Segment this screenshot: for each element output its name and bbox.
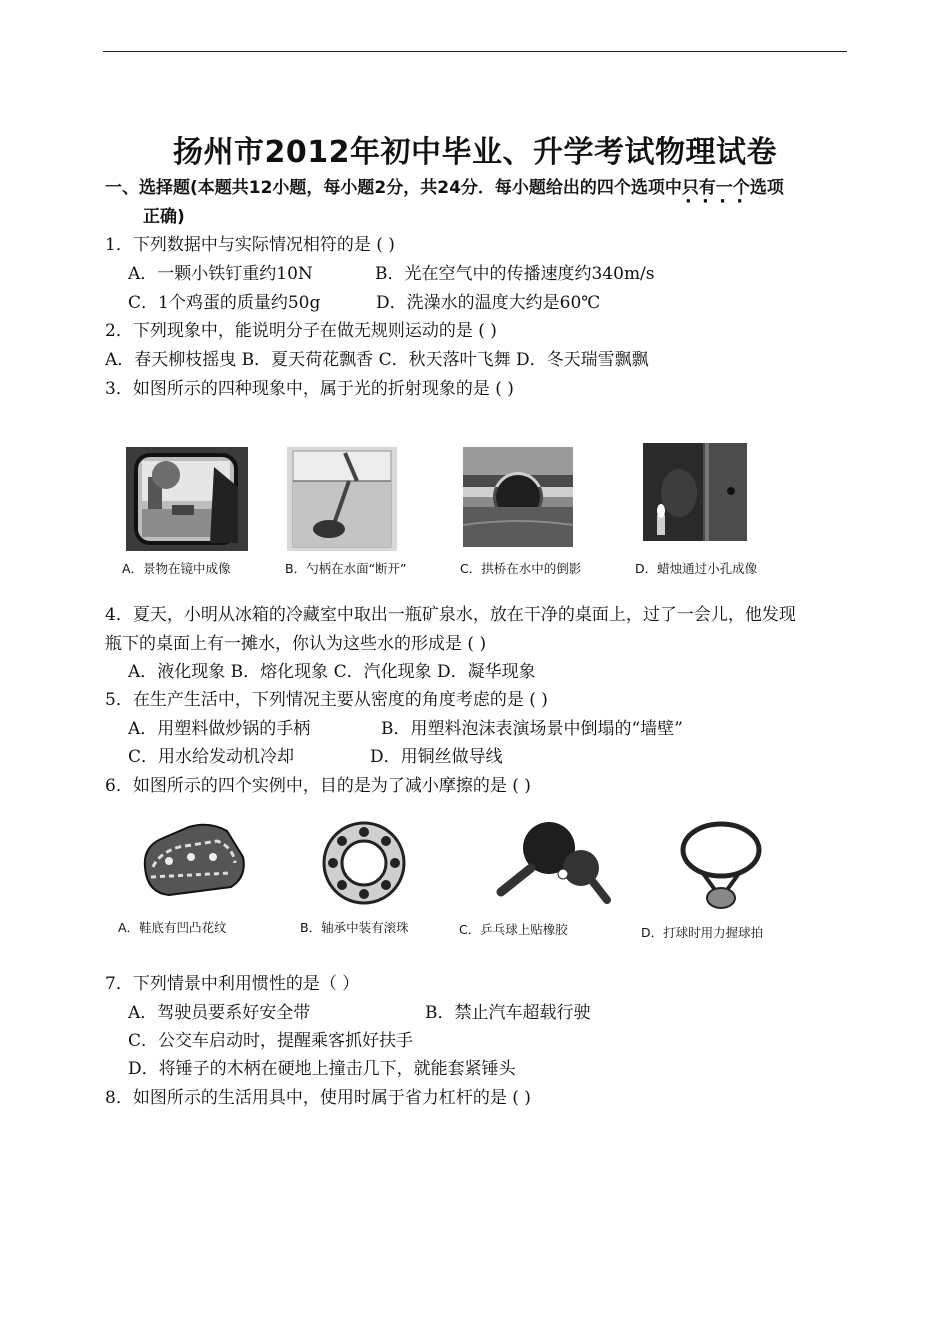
- emphasis-text: 只有一个 · ·: [682, 178, 750, 198]
- question-5-stem: 5．在生产生活中，下列情况主要从密度的角度考虑的是 ( ): [105, 690, 548, 710]
- question-1-option-c: C．1个鸡蛋的质量约50g: [128, 293, 321, 313]
- figure-caption-a: A．景物在镜中成像: [122, 561, 231, 576]
- question-5-option-c: C．用水给发动机冷却: [128, 747, 295, 767]
- question-7-option-c: C．公交车启动时，提醒乘客抓好扶手: [128, 1031, 414, 1051]
- section-heading-text: 一、选择题(本题共12小题，每小题2分，共24分．每小题给出的四个选项中: [105, 178, 682, 198]
- question-2-stem: 2．下列现象中，能说明分子在做无规则运动的是 ( ): [105, 321, 497, 341]
- question-4-stem-line2: 瓶下的桌面上有一摊水，你认为这些水的形成是 ( ): [105, 634, 487, 654]
- question-1-option-d: D．洗澡水的温度大约是60℃: [376, 293, 601, 313]
- question-1-stem: 1．下列数据中与实际情况相符的是 ( ): [105, 235, 395, 255]
- figure-caption-racket: D．打球时用力握球拍: [641, 925, 764, 940]
- question-7-option-d: D．将锤子的木柄在硬地上撞击几下，就能套紧锤头: [128, 1059, 516, 1079]
- figure-caption-shoe: A．鞋底有凹凸花纹: [118, 920, 227, 935]
- question-7-option-a: A．驾驶员要系好安全带: [128, 1003, 311, 1023]
- figure-bearing: [321, 820, 407, 906]
- figure-bridge: [463, 447, 573, 547]
- question-6-stem: 6．如图所示的四个实例中，目的是为了减小摩擦的是 ( ): [105, 776, 531, 796]
- figure-paddle: [489, 820, 613, 904]
- question-5-option-d: D．用铜丝做导线: [370, 747, 503, 767]
- figure-caption-d: D．蜡烛通过小孔成像: [635, 561, 758, 576]
- question-2-options: A．春天柳枝摇曳 B．夏天荷花飘香 C．秋天落叶飞舞 D．冬天瑞雪飘飘: [105, 350, 649, 370]
- section-heading-line2: 正确): [143, 207, 185, 227]
- question-5-option-b: B．用塑料泡沫表演场景中倒塌的“墙壁”: [381, 719, 683, 739]
- question-4-options: A．液化现象 B．熔化现象 C．汽化现象 D．凝华现象: [128, 662, 536, 682]
- figure-caption-c: C．拱桥在水中的倒影: [460, 561, 582, 576]
- section-heading-tail: 选项: [749, 178, 784, 198]
- question-1-option-b: B．光在空气中的传播速度约340m/s: [375, 264, 655, 284]
- header-rule: [103, 51, 847, 52]
- figure-shoe: [139, 817, 249, 901]
- figure-spoon: [287, 447, 397, 551]
- question-3-stem: 3．如图所示的四种现象中，属于光的折射现象的是 ( ): [105, 379, 514, 399]
- question-7-option-b: B．禁止汽车超载行驶: [425, 1003, 591, 1023]
- figure-caption-b: B．勺柄在水面“断开”: [285, 561, 407, 576]
- figure-mirror: [126, 447, 248, 551]
- question-1-option-a: A．一颗小铁钉重约10N: [128, 264, 313, 284]
- question-8-stem: 8．如图所示的生活用具中，使用时属于省力杠杆的是 ( ): [105, 1088, 531, 1108]
- question-4-stem-line1: 4．夏天，小明从冰箱的冷藏室中取出一瓶矿泉水，放在干净的桌面上，过了一会儿，他发现: [105, 605, 796, 625]
- section-heading: [105, 177, 784, 199]
- figure-caption-bearing: B．轴承中装有滚珠: [300, 920, 409, 935]
- figure-candle: [643, 443, 747, 541]
- question-5-option-a: A．用塑料做炒锅的手柄: [128, 719, 311, 739]
- figure-racket: [676, 820, 766, 912]
- page-title: 扬州市2012年初中毕业、升学考试物理试卷: [173, 135, 777, 170]
- question-7-stem: 7．下列情景中利用惯性的是（ ）: [105, 974, 360, 994]
- figure-caption-paddle: C．乒乓球上贴橡胶: [459, 922, 568, 937]
